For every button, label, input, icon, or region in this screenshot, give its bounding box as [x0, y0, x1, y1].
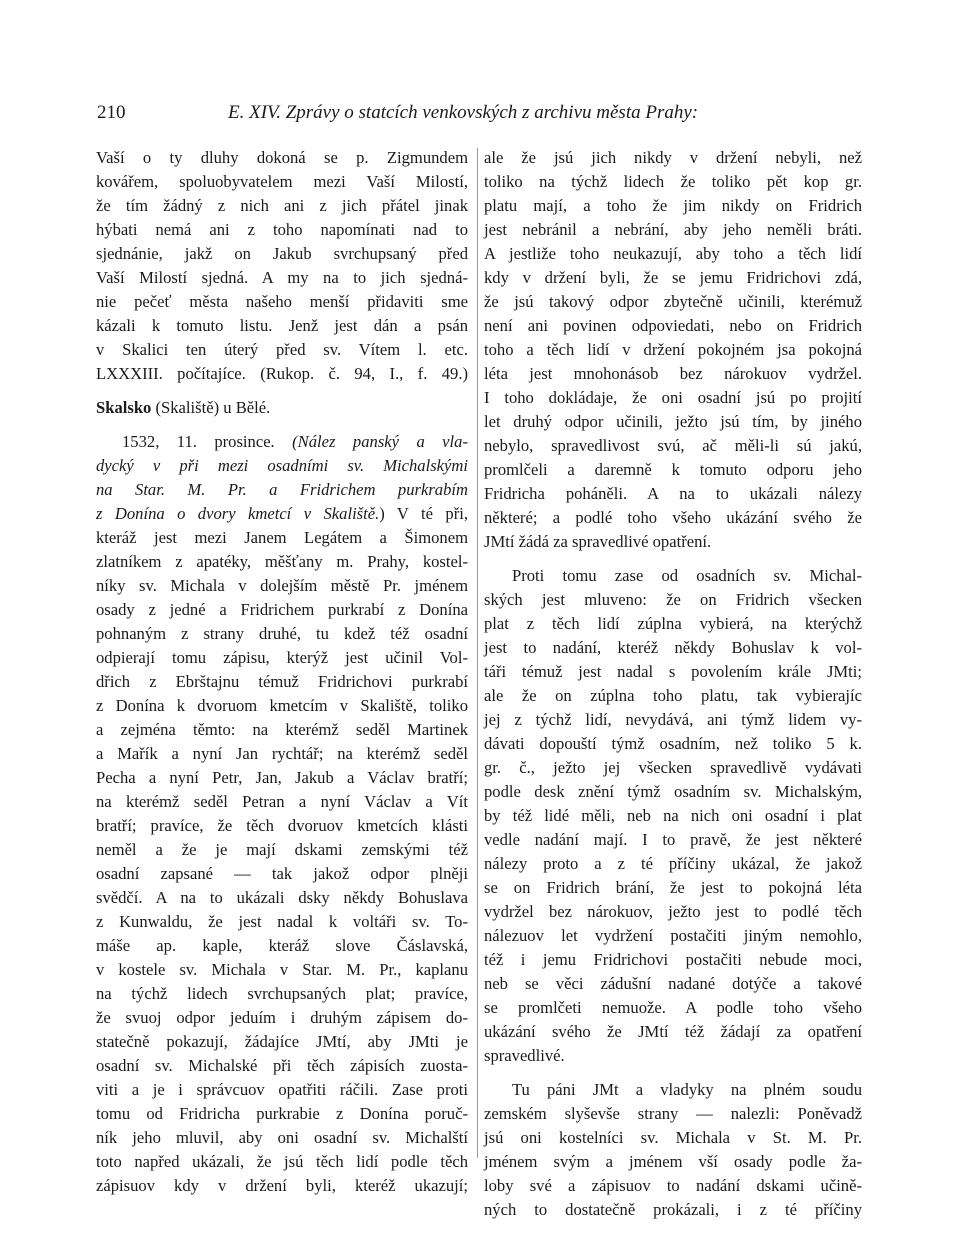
text-line: dřich z Ebrštajnu témuž Fridrichovi purkrabí	[96, 672, 468, 691]
text-line: že svuoj odpor jeduím i druhým zápisem do-	[96, 1008, 468, 1027]
text-line: hýbati nemá ani z toho napomínati nad to	[96, 220, 468, 239]
paragraph-left-2-italic	[96, 454, 468, 502]
text-line: a Mařík a nyní Jan rychtář; na kterémž seděl	[96, 744, 468, 763]
text-line: se promlčeti nemuože. A podle toho všeho	[484, 998, 862, 1017]
heading-name: Skalsko	[96, 398, 152, 417]
text-line: dávati dopouští týmž osadním, než toliko 5 k.	[484, 734, 862, 753]
text-line: některé; a podlé toho všeho ukázání svého že	[484, 508, 862, 527]
text-line: v kostele sv. Michala v Star. M. Pr., kaplanu	[96, 960, 468, 979]
text-line: let druhý odpor učinili, ježto jsú tím, by jiného	[484, 412, 862, 431]
text-line: osadní sv. Michalské při těch zápisích zuosta-	[96, 1056, 468, 1075]
text-line: též i jemu Fridrichovi postačiti nebude moci,	[484, 950, 862, 969]
text-line: vedle nadání mají. I to pravě, že jest některé	[484, 830, 862, 849]
running-head: E. XIV. Zprávy o statcích venkovských z archivu města Prahy:	[228, 102, 699, 123]
text-line: A jestliže toho neukazují, aby toho a těch lidí	[484, 244, 862, 263]
text-line: nálezy proto a z té příčiny ukázal, že jakož	[484, 854, 862, 873]
text-line: toto napřed ukázali, že jsú těch lidí podle těch	[96, 1152, 468, 1171]
paragraph-right-1	[484, 146, 862, 554]
text-line: osadní zapsané — tak jakož odpor plněji	[96, 864, 468, 883]
text-line: ukázání svého že JMtí též žádají za opatření	[484, 1022, 862, 1041]
heading-rest: (Skaliště) u Bělé.	[151, 398, 271, 417]
text-line: jsú oni kostelníci sv. Michala v St. M. Pr.	[484, 1128, 862, 1147]
text-line: I toho dokládaje, že oni osadní jsú po projití	[484, 388, 862, 407]
paragraph-left-2-first-line	[96, 430, 468, 454]
text-line: bratří; pravíce, že těch dvoruov kmetcích klásti	[96, 816, 468, 835]
text-line: se on Fridrich brání, že jest to pokojná léta	[484, 878, 862, 897]
text-line: plat z těch lidí zúplna vybierá, na kterýchž	[484, 614, 862, 633]
decree-text-start: ) V té při,	[379, 504, 468, 523]
text-line: neb se věci zádušní nadané dotýče a takové	[484, 974, 862, 993]
text-line: kdy v držení byli, že se jemu Fridrichovi zdá,	[484, 268, 862, 287]
text-line: a zejména těmto: na kterémž seděl Martinek	[96, 720, 468, 739]
right-column	[484, 146, 862, 1222]
text-line: nie pečeť města našeho menší přidaviti sme	[96, 292, 468, 311]
text-line: platu mají, a toho že jim nikdy on Fridrich	[484, 196, 862, 215]
text-line: promlčeli a daremně k tomuto odporu jeho	[484, 460, 862, 479]
text-line: nálezuov let vydržení postačiti jiným nemohlo,	[484, 926, 862, 945]
text-line: kázali k tomuto listu. Jenž jest dán a psán	[96, 316, 468, 335]
text-line: jest nebránil a nebrání, aby jeho neměli bráti.	[484, 220, 862, 239]
text-line: gr. č., ježto jej všecken spravedlivě vydávati	[484, 758, 862, 777]
text-line: vydržel bez nárokuov, ježto jest to podlé těch	[484, 902, 862, 921]
decree-title-end: z Donína o dvory kmetcí v Skaliště.	[96, 504, 380, 523]
text-line: z Donína k dvoruom kmetcím v Skaliště, toliko	[96, 696, 468, 715]
text-line: že tím žádný z nich ani z jich přátel jinak	[96, 196, 468, 215]
text-line: na Star. M. Pr. a Fridrichem purkrabím	[96, 480, 468, 499]
text-line: statečně pokazují, žádajíce JMtí, aby JMti je	[96, 1032, 468, 1051]
text-line: Vaší o ty dluhy dokoná se p. Zigmundem	[96, 148, 468, 167]
text-line: léta jest mnohonásob bez nárokuov vydržel.	[484, 364, 862, 383]
column-rule	[477, 148, 478, 1158]
text-line: zlatníkem z apatéky, měšťany m. Prahy, kostel-	[96, 552, 468, 571]
paragraph-right-3	[484, 1078, 862, 1222]
text-line: viti a je i správcuov opatřiti ráčili. Zase proti	[96, 1080, 468, 1099]
text-line: sjednánie, jakž on Jakub svrchupsaný před	[96, 244, 468, 263]
text-line: odpierají tomu zápisu, kterýž jest učinil Vol-	[96, 648, 468, 667]
text-line: ale že on zúplna toho platu, tak vybierajíc	[484, 686, 862, 705]
text-line: na týchž lidech svrchupsaných plat; pravíce,	[96, 984, 468, 1003]
paragraph-right-2	[484, 564, 862, 1068]
text-line: nebylo, spravedlivost svú, ač měli-li sú jakú,	[484, 436, 862, 455]
text-line: máše ap. kaple, kteráž slove Čáslavská,	[96, 936, 468, 955]
text-line: ník jeho mluvil, aby oni osadní sv. Michalští	[96, 1128, 468, 1147]
text-line: LXXXIII. počítajíce. (Rukop. č. 94, I., f. 49.)	[96, 364, 468, 383]
text-line: osady z jedné a Fridrichem purkrabí z Donína	[96, 600, 468, 619]
paragraph-left-1	[96, 146, 468, 386]
text-line: svědčí. A na to ukázali dsky někdy Bohuslava	[96, 888, 468, 907]
text-line: na kterémž seděl Petran a nyní Václav a Vít	[96, 792, 468, 811]
text-line: jest to nadání, kteréž někdy Bohuslav k vol-	[484, 638, 862, 657]
text-line: v Skalici ten úterý před sv. Vítem l. etc.	[96, 340, 468, 359]
text-line: že jsú takový odpor zbytečně učinili, kterémuž	[484, 292, 862, 311]
page-number: 210	[97, 102, 126, 123]
text-line: z Kunwaldu, že jest nadal k voltáři sv. To-	[96, 912, 468, 931]
text-line: toliko na týchž lidech že toliko pět kop gr.	[484, 172, 862, 191]
text-line: kteráž jest mezi Janem Legátem a Šimonem	[96, 528, 468, 547]
text-line: jej z týchž lidí, nevydává, ani týmž lidem vy-	[484, 710, 862, 729]
text-line: ských jest mluveno: že on Fridrich všecken	[484, 590, 862, 609]
text-line: spravedlivé.	[484, 1046, 565, 1065]
text-line: Fridricha poháněli. A na to ukázali nálezy	[484, 484, 862, 503]
section-heading	[96, 396, 468, 420]
text-line: podle desk znění týmž osadním sv. Michalským,	[484, 782, 862, 801]
text-line: táři témuž jest nadal s povolením krále JMti;	[484, 662, 862, 681]
text-line: ale že jsú jich nikdy v držení nebyli, než	[484, 148, 862, 167]
text-line: Tu páni JMt a vladyky na plném soudu	[512, 1080, 862, 1099]
text-line: by též lidé měli, neb na nich oni osadní i plat	[484, 806, 862, 825]
paragraph-left-2-mixed-line	[96, 502, 468, 526]
text-line: není ani povinen odpoviedati, nebo on Fridrich	[484, 316, 862, 335]
text-line: Vaší Milostí sjedná. A my na to jich sjedná-	[96, 268, 468, 287]
text-line: toho a těch lidí v držení pokojném jsa pokojná	[484, 340, 862, 359]
text-line: kovářem, spoluobyvatelem mezi Vaší Milostí,	[96, 172, 468, 191]
text-line: Proti tomu zase od osadních sv. Michal-	[512, 566, 862, 585]
text-line: neměl a že je mají dskami zemskými též	[96, 840, 468, 859]
text-line: pohnaným z strany druhé, tu kdež též osadní	[96, 624, 468, 643]
text-line: zemském slyševše strany — nalezli: Poněvadž	[484, 1104, 862, 1123]
text-line: níky sv. Michala v dolejším městě Pr. jménem	[96, 576, 468, 595]
text-line: tomu od Fridricha purkrabie z Donína poruč-	[96, 1104, 468, 1123]
text-line: dycký v při mezi osadními sv. Michalskými	[96, 456, 468, 475]
text-line: JMtí žádá za spravedlivé opatření.	[484, 532, 712, 551]
text-line: jménem svým a jménem vší osady podle ža-	[484, 1152, 862, 1171]
left-column	[96, 146, 468, 1198]
text-line: zápisuov kdy v držení byli, kteréž ukazují;	[96, 1176, 468, 1195]
text-line: ných to dostatečně prokázali, i z té příčiny	[484, 1200, 862, 1219]
paragraph-left-2	[96, 526, 468, 1198]
text-line: Pecha a nyní Petr, Jan, Jakub a Václav bratří;	[96, 768, 468, 787]
text-line: loby své a zápisuov to nadání dskami učině-	[484, 1176, 862, 1195]
decree-date: 1532, 11. prosince.	[122, 432, 293, 451]
decree-title-start: (Nález panský a vla-	[292, 432, 468, 451]
